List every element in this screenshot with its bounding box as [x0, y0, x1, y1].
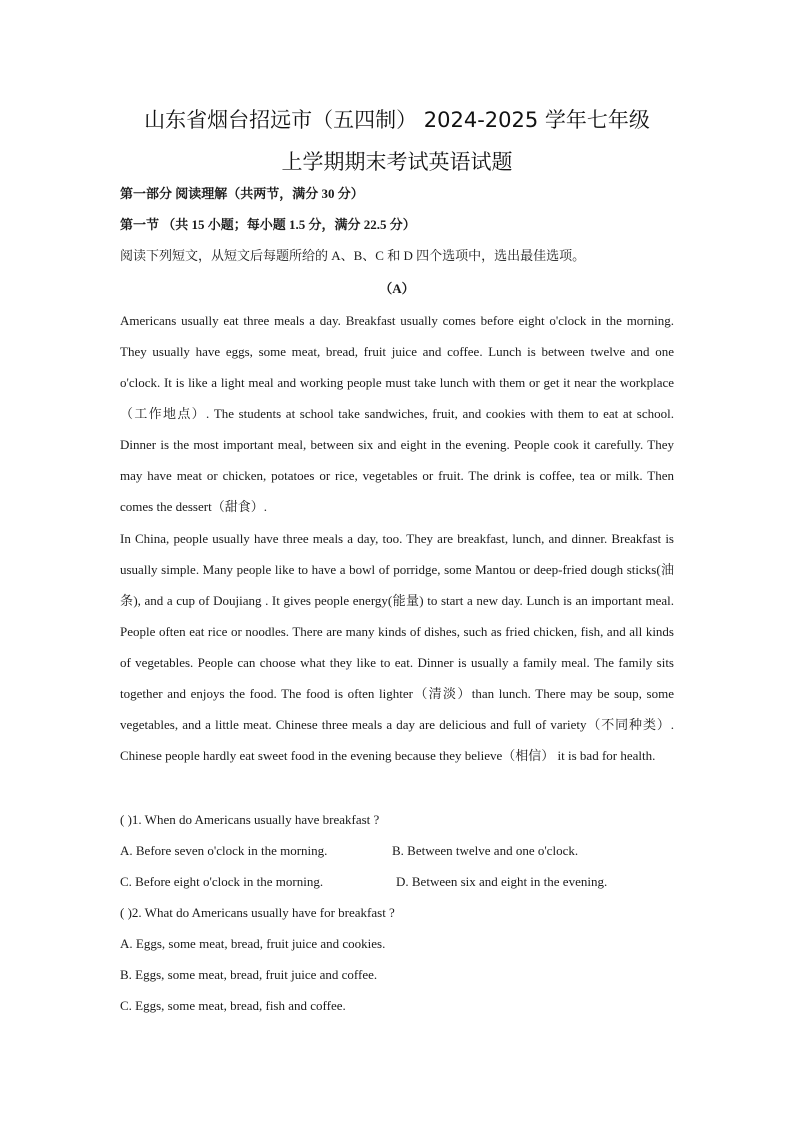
section-heading: 第一节 （共 15 小题；每小题 1.5 分，满分 22.5 分）	[120, 217, 416, 232]
question-2-stem: ( )2. What do Americans usually have for breakfast ?	[120, 905, 395, 920]
question-1-option-a[interactable]: A. Before seven o'clock in the morning.	[120, 843, 328, 858]
question-2-option-c[interactable]: C. Eggs, some meat, bread, fish and coffee.	[120, 998, 346, 1013]
exam-title-line1: 山东省烟台招远市（五四制） 2024-2025 学年七年级	[144, 108, 650, 132]
question-2-option-a[interactable]: A. Eggs, some meat, bread, fruit juice and cookies.	[120, 936, 386, 951]
passage-label: （A）	[379, 281, 415, 296]
passage-paragraph-2: In China, people usually have three meals a day, too. They are breakfast, lunch, and dinner. Breakfast is usually simple. Many people like to have a bowl of porridge, some Mantou or deep-fried dough sticks(油条), and a cup of Doujiang . It gives people energy(能量) to start a new day. Lunch is an important meal. People often eat rice or noodles. There are many kinds of dishes, such as fried chicken, fish, and all kinds of vegetables. People can choose what they like to eat. Dinner is usually a family meal. The family sits together and enjoys the food. The food is often lighter（清淡）than lunch. There may be soup, some vegetables, and a little meat. Chinese three meals a day are delicious and full of variety（不同种类）. Chinese people hardly eat sweet food in the evening because they believe（相信） it is bad for health.	[120, 531, 674, 763]
question-1-stem: ( )1. When do Americans usually have breakfast ?	[120, 812, 380, 827]
exam-title-line2: 上学期期末考试英语试题	[281, 150, 513, 174]
passage-paragraph-1: Americans usually eat three meals a day. Breakfast usually comes before eight o'clock in the morning. They usually have eggs, some meat, bread, fruit juice and coffee. Lunch is between twelve and one o'clock. It is like a light meal and working people must take lunch with them or get it near the workplace（工作地点）. The students at school take sandwiches, fruit, and cookies with them to eat at school. Dinner is the most important meal, between six and eight in the evening. People cook it carefully. They may have meat or chicken, potatoes or rice, vegetables or fruit. The drink is coffee, tea or milk. Then comes the dessert（甜食）.	[120, 313, 674, 514]
question-1-option-d[interactable]: D. Between six and eight in the evening.	[396, 874, 608, 889]
question-1-option-c[interactable]: C. Before eight o'clock in the morning.	[120, 874, 324, 889]
part-heading: 第一部分 阅读理解（共两节，满分 30 分）	[120, 186, 364, 201]
question-2-option-b[interactable]: B. Eggs, some meat, bread, fruit juice and coffee.	[120, 967, 378, 982]
question-1-option-b[interactable]: B. Between twelve and one o'clock.	[392, 843, 579, 858]
instruction-text: 阅读下列短文，从短文后每题所给的 A、B、C 和 D 四个选项中，选出最佳选项。	[120, 248, 586, 263]
